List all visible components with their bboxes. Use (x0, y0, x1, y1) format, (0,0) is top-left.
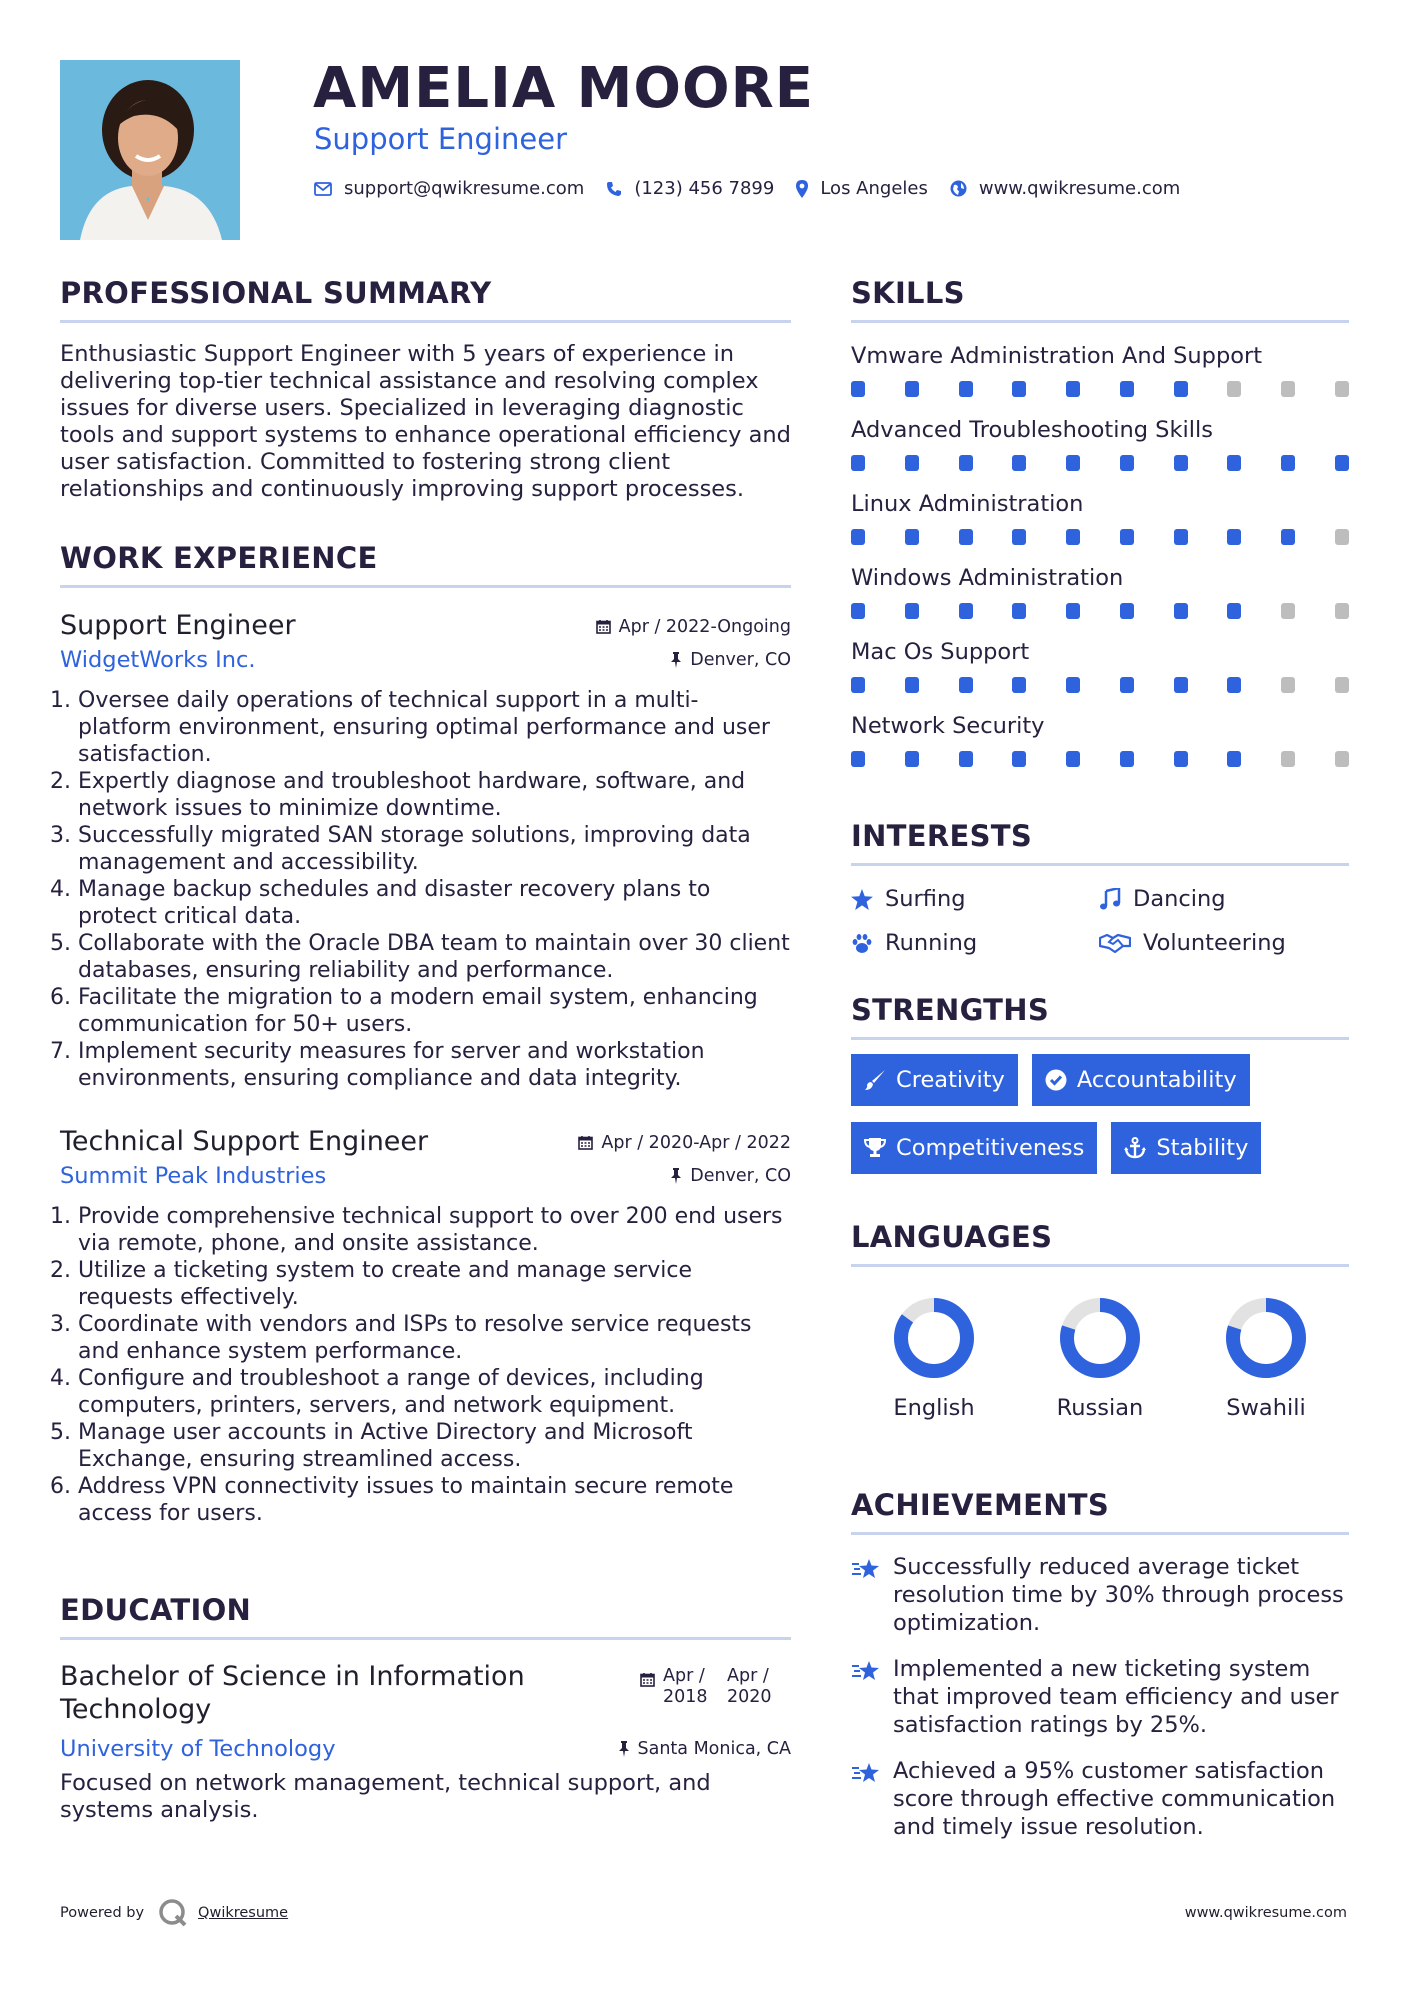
rating-dot-filled (905, 677, 919, 693)
education-location (618, 1739, 792, 1759)
list-item: 1. Oversee daily operations of technical support in a multi-platform environment, ensuring optimal performance and user satisfaction. (78, 687, 791, 768)
rating-dot-filled (1335, 455, 1349, 471)
language-name: Russian (1056, 1395, 1144, 1421)
rating-dot-filled (1012, 455, 1026, 471)
skill-rating (851, 455, 1349, 471)
rating-dot-filled (851, 529, 865, 545)
music-icon (1099, 888, 1121, 910)
rating-dot-empty (1335, 381, 1349, 397)
candidate-role: Support Engineer (314, 122, 568, 156)
strengths-section (851, 993, 1349, 1190)
map-pin-icon (796, 180, 808, 198)
section-title: LANGUAGES (851, 1220, 1349, 1267)
calendar-icon (640, 1672, 655, 1687)
list-item: 7. Implement security measures for server and workstation environments, ensuring compliance and data integrity. (78, 1038, 791, 1092)
rating-dot-filled (959, 677, 973, 693)
rating-dot-filled (1066, 677, 1080, 693)
interests-grid (851, 886, 1349, 956)
rating-dot-empty (1281, 677, 1295, 693)
languages-section (851, 1220, 1349, 1421)
brand-link[interactable]: Qwikresume (198, 1905, 289, 1921)
rating-dot-filled (1227, 677, 1241, 693)
rating-dot-filled (905, 529, 919, 545)
interest-item (851, 886, 1099, 912)
company-name: Summit Peak Industries (60, 1163, 327, 1189)
rating-dot-filled (1120, 751, 1134, 767)
interests-section (851, 819, 1349, 956)
rating-dot-filled (851, 455, 865, 471)
rating-dot-filled (1174, 381, 1188, 397)
skill-item (851, 491, 1349, 545)
language-item (1183, 1295, 1349, 1421)
rating-dot-empty (1281, 751, 1295, 767)
rating-dot-filled (1281, 455, 1295, 471)
strength-label: Creativity (896, 1067, 1005, 1093)
shooting-star-icon (851, 1659, 881, 1683)
powered-by-text: Powered by (60, 1905, 145, 1921)
list-item: 5. Collaborate with the Oracle DBA team to maintain over 30 client databases, ensuring reliability and performance. (78, 930, 791, 984)
interest-item (1099, 886, 1347, 912)
school-name: University of Technology (60, 1736, 336, 1762)
list-item: 4. Manage backup schedules and disaster recovery plans to protect critical data. (78, 876, 791, 930)
rating-dot-filled (959, 603, 973, 619)
rating-dot-empty (1281, 603, 1295, 619)
skill-rating (851, 381, 1349, 397)
contact-phone[interactable] (606, 178, 774, 199)
job-dates (596, 617, 791, 637)
duty-list (60, 1203, 791, 1527)
skill-name: Vmware Administration And Support (851, 343, 1263, 369)
experience-section (60, 541, 791, 1527)
list-item: 6. Address VPN connectivity issues to maintain secure remote access for users. (78, 1473, 791, 1527)
job-dates (578, 1133, 791, 1153)
rating-dot-empty (1335, 529, 1349, 545)
star-icon (851, 889, 873, 910)
envelope-icon (314, 182, 332, 196)
rating-dot-filled (851, 677, 865, 693)
list-item: 6. Facilitate the migration to a modern email system, enhancing communication for 50+ users. (78, 984, 791, 1038)
list-item: 4. Configure and troubleshoot a range of devices, including computers, printers, servers, and network equipment. (78, 1365, 791, 1419)
interest-label: Surfing (885, 886, 966, 912)
rating-dot-empty (1335, 677, 1349, 693)
rating-dot-filled (1066, 455, 1080, 471)
section-title: EDUCATION (60, 1593, 791, 1640)
education-description: Focused on network management, technical support, and systems analysis. (60, 1770, 711, 1823)
interest-item (1099, 930, 1347, 956)
skill-name: Mac Os Support (851, 639, 1030, 665)
strength-tag (1032, 1054, 1250, 1106)
rating-dot-filled (905, 381, 919, 397)
interest-item (851, 930, 1099, 956)
handshake-icon (1099, 933, 1131, 953)
rating-dot-filled (905, 751, 919, 767)
achievement-item (851, 1553, 1349, 1637)
pushpin-icon (670, 652, 682, 668)
education-end: Apr / 2020 (727, 1666, 772, 1707)
list-item: 2. Utilize a ticketing system to create and manage service requests effectively. (78, 1257, 791, 1311)
phone-icon (606, 181, 622, 197)
list-item: 2. Expertly diagnose and troubleshoot hardware, software, and network issues to minimize downtime. (78, 768, 791, 822)
rating-dot-filled (1012, 529, 1026, 545)
achievement-item (851, 1757, 1349, 1841)
rating-dot-filled (1174, 603, 1188, 619)
job-title: Technical Support Engineer (60, 1126, 429, 1157)
skill-rating (851, 677, 1349, 693)
language-item (851, 1295, 1017, 1421)
rating-dot-filled (905, 603, 919, 619)
rating-dot-filled (851, 751, 865, 767)
rating-dot-filled (959, 455, 973, 471)
skill-name: Network Security (851, 713, 1045, 739)
job-dates-text: Apr / 2022-Ongoing (618, 616, 791, 637)
rating-dot-filled (1066, 381, 1080, 397)
list-item: 5. Manage user accounts in Active Directory and Microsoft Exchange, ensuring streamlined access. (78, 1419, 791, 1473)
skill-item (851, 417, 1349, 471)
language-name: Swahili (1226, 1395, 1306, 1421)
check-circle-icon (1045, 1069, 1067, 1091)
skill-name: Windows Administration (851, 565, 1124, 591)
paw-icon (851, 933, 873, 954)
rating-dot-filled (1120, 677, 1134, 693)
achievements-section (851, 1488, 1349, 1841)
brush-icon (864, 1069, 886, 1091)
strength-label: Accountability (1076, 1067, 1237, 1093)
rating-dot-filled (1066, 603, 1080, 619)
rating-dot-filled (851, 381, 865, 397)
skill-rating (851, 751, 1349, 767)
rating-dot-filled (1227, 751, 1241, 767)
rating-dot-filled (1012, 751, 1026, 767)
company-name: WidgetWorks Inc. (60, 647, 256, 673)
rating-dot-filled (1174, 677, 1188, 693)
strength-label: Competitiveness (896, 1135, 1085, 1161)
language-donut (1223, 1295, 1309, 1381)
skill-name: Advanced Troubleshooting Skills (851, 417, 1213, 443)
strength-tag (851, 1122, 1097, 1174)
profile-photo (60, 60, 240, 240)
rating-dot-filled (959, 381, 973, 397)
shooting-star-icon (851, 1557, 881, 1581)
rating-dot-filled (1012, 381, 1026, 397)
education-location-text: Santa Monica, CA (637, 1739, 791, 1759)
job-location (670, 650, 791, 670)
section-title: SKILLS (851, 276, 1349, 323)
rating-dot-filled (1227, 603, 1241, 619)
interest-label: Volunteering (1143, 930, 1286, 956)
achievement-text: Successfully reduced average ticket resolution time by 30% through process optimization. (893, 1554, 1344, 1636)
duty-list (60, 687, 791, 1092)
rating-dot-filled (1174, 529, 1188, 545)
skill-item (851, 639, 1349, 693)
education-dates (640, 1666, 791, 1726)
job-location-text: Denver, CO (690, 650, 791, 670)
rating-dot-filled (1120, 529, 1134, 545)
achievement-text: Achieved a 95% customer satisfaction score through effective communication and timely issue resolution. (893, 1758, 1336, 1840)
rating-dot-filled (1120, 603, 1134, 619)
section-title: PROFESSIONAL SUMMARY (60, 276, 791, 323)
contact-email[interactable] (314, 178, 584, 199)
anchor-icon (1124, 1137, 1146, 1159)
rating-dot-filled (959, 529, 973, 545)
skill-item (851, 713, 1349, 767)
interest-label: Dancing (1133, 886, 1226, 912)
rating-dot-filled (1227, 455, 1241, 471)
job-location (670, 1166, 791, 1186)
achievements-list (851, 1553, 1349, 1841)
rating-dot-filled (851, 603, 865, 619)
shooting-star-icon (851, 1761, 881, 1785)
qwikresume-logo-icon (158, 1898, 188, 1928)
rating-dot-filled (1120, 455, 1134, 471)
rating-dot-filled (1066, 751, 1080, 767)
candidate-name: AMELIA MOORE (313, 56, 814, 121)
achievement-item (851, 1655, 1349, 1739)
location-text: Los Angeles (820, 178, 928, 199)
rating-dot-filled (959, 751, 973, 767)
strength-label: Stability (1156, 1135, 1249, 1161)
achievement-text: Implemented a new ticketing system that improved team efficiency and user satisfaction ratings by 25%. (893, 1656, 1339, 1738)
calendar-icon (596, 619, 611, 634)
language-donut (891, 1295, 977, 1381)
phone-text: (123) 456 7899 (634, 178, 775, 199)
degree-title: Bachelor of Science in Information Technology (60, 1661, 525, 1725)
section-title: ACHIEVEMENTS (851, 1488, 1349, 1535)
pushpin-icon (670, 1168, 682, 1184)
rating-dot-filled (1174, 455, 1188, 471)
rating-dot-filled (1227, 529, 1241, 545)
contact-website[interactable] (950, 178, 1180, 199)
job-location-text: Denver, CO (690, 1166, 791, 1186)
languages-list (851, 1295, 1349, 1421)
section-title: STRENGTHS (851, 993, 1349, 1040)
strengths-tags (851, 1054, 1349, 1190)
job-entry (60, 1126, 791, 1527)
rating-dot-empty (1335, 751, 1349, 767)
rating-dot-filled (1012, 677, 1026, 693)
skill-item (851, 565, 1349, 619)
rating-dot-filled (1120, 381, 1134, 397)
list-item: 1. Provide comprehensive technical support to over 200 end users via remote, phone, and onsite assistance. (78, 1203, 791, 1257)
footer-website[interactable]: www.qwikresume.com (1184, 1905, 1347, 1921)
pushpin-icon (618, 1741, 630, 1757)
footer-powered (60, 1898, 288, 1928)
interest-label: Running (885, 930, 978, 956)
section-title: INTERESTS (851, 819, 1349, 866)
rating-dot-filled (1174, 751, 1188, 767)
website-text: www.qwikresume.com (978, 178, 1181, 199)
skills-list (851, 343, 1349, 767)
skill-rating (851, 529, 1349, 545)
summary-section (60, 276, 791, 503)
contact-bar (314, 178, 1202, 199)
skill-item (851, 343, 1349, 397)
language-name: English (893, 1395, 975, 1421)
language-item (1017, 1295, 1183, 1421)
job-entry (60, 610, 791, 1092)
calendar-icon (578, 1135, 593, 1150)
rating-dot-empty (1281, 381, 1295, 397)
language-donut (1057, 1295, 1143, 1381)
rating-dot-empty (1227, 381, 1241, 397)
skill-rating (851, 603, 1349, 619)
list-item: 3. Successfully migrated SAN storage solutions, improving data management and accessibility. (78, 822, 791, 876)
rating-dot-filled (1066, 529, 1080, 545)
rating-dot-filled (1281, 529, 1295, 545)
rating-dot-empty (1335, 603, 1349, 619)
education-start: Apr / 2018 (663, 1666, 708, 1707)
trophy-icon (864, 1137, 886, 1159)
skills-section (851, 276, 1349, 767)
rating-dot-filled (905, 455, 919, 471)
email-text: support@qwikresume.com (344, 178, 585, 199)
strength-tag (1111, 1122, 1261, 1174)
contact-location (796, 178, 928, 199)
job-dates-text: Apr / 2020-Apr / 2022 (601, 1132, 791, 1153)
globe-icon (950, 180, 967, 197)
strength-tag (851, 1054, 1018, 1106)
job-title: Support Engineer (60, 610, 296, 641)
section-title: WORK EXPERIENCE (60, 541, 791, 588)
skill-name: Linux Administration (851, 491, 1084, 517)
list-item: 3. Coordinate with vendors and ISPs to resolve service requests and enhance system performance. (78, 1311, 791, 1365)
education-section (60, 1593, 791, 1824)
rating-dot-filled (1012, 603, 1026, 619)
summary-text: Enthusiastic Support Engineer with 5 years of experience in delivering top-tier technical assistance and resolving complex issues for diverse users. Specialized in leveraging diagnostic tools and support systems to enhance operational efficiency and user satisfaction. Committed to fostering strong client relationships and continuously improving support processes. (60, 341, 791, 502)
